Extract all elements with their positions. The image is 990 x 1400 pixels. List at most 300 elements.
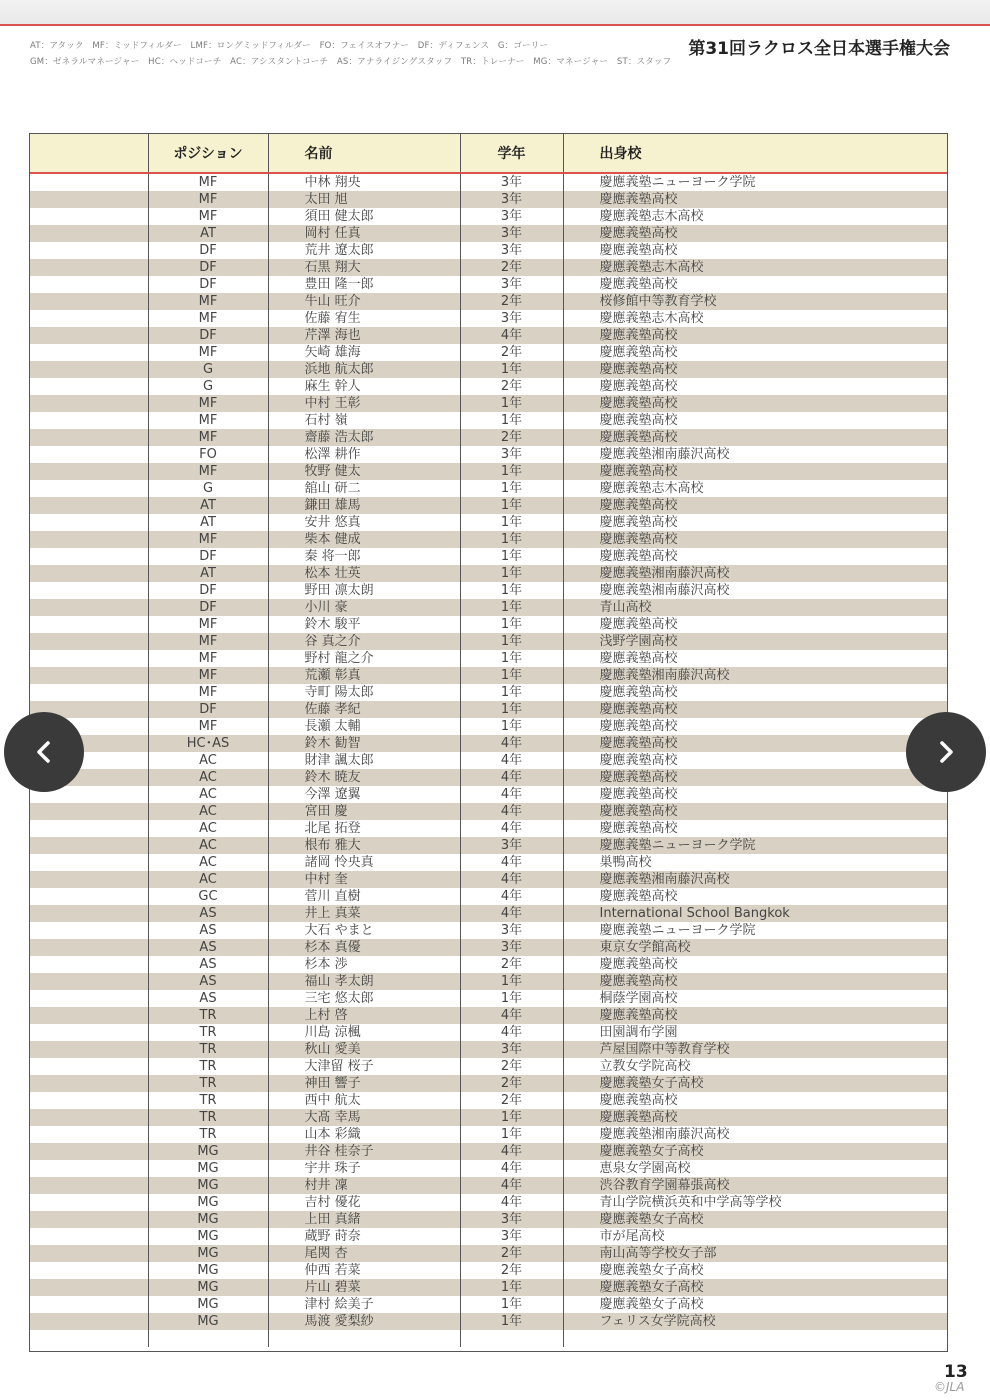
grade-cell: 3年 xyxy=(460,922,563,939)
position-cell: MF xyxy=(148,463,268,480)
row-blank-cell xyxy=(30,905,148,922)
grade-cell: 4年 xyxy=(460,1160,563,1177)
table-row xyxy=(30,378,947,395)
position-cell: G xyxy=(148,378,268,395)
position-cell: TR xyxy=(148,1007,268,1024)
table-row xyxy=(30,1024,947,1041)
row-blank-cell xyxy=(30,1041,148,1058)
table-row xyxy=(30,735,947,752)
row-blank-cell xyxy=(30,429,148,446)
position-cell: MF xyxy=(148,429,268,446)
school-cell: 慶應義塾高校 xyxy=(563,769,947,786)
grade-cell: 3年 xyxy=(460,310,563,327)
position-cell: TR xyxy=(148,1092,268,1109)
grade-cell: 1年 xyxy=(460,514,563,531)
next-page-button[interactable] xyxy=(906,712,986,792)
grade-cell: 1年 xyxy=(460,565,563,582)
grade-cell: 1年 xyxy=(460,718,563,735)
table-row xyxy=(30,1126,947,1143)
name-cell: 吉村 優花 xyxy=(268,1194,460,1211)
school-cell: 巣鴨高校 xyxy=(563,854,947,871)
position-cell: MF xyxy=(148,650,268,667)
filler-cell xyxy=(563,1330,947,1347)
grade-cell: 1年 xyxy=(460,973,563,990)
name-cell: 谷 真之介 xyxy=(268,633,460,650)
table-row xyxy=(30,650,947,667)
grade-cell: 4年 xyxy=(460,820,563,837)
table-row xyxy=(30,956,947,973)
table-row xyxy=(30,293,947,310)
position-cell: AS xyxy=(148,905,268,922)
row-blank-cell xyxy=(30,650,148,667)
row-blank-cell xyxy=(30,1143,148,1160)
table-row xyxy=(30,752,947,769)
table-row xyxy=(30,1228,947,1245)
school-cell: 慶應義塾女子高校 xyxy=(563,1143,947,1160)
grade-cell: 1年 xyxy=(460,531,563,548)
position-cell: TR xyxy=(148,1109,268,1126)
school-cell: 慶應義塾高校 xyxy=(563,973,947,990)
position-cell: MG xyxy=(148,1262,268,1279)
position-cell: MF xyxy=(148,684,268,701)
name-cell: 須田 健太郎 xyxy=(268,208,460,225)
school-cell: 慶應義塾湘南藤沢高校 xyxy=(563,565,947,582)
school-cell: 慶應義塾ニューヨーク学院 xyxy=(563,173,947,191)
school-cell: 桐蔭学園高校 xyxy=(563,990,947,1007)
position-cell: MG xyxy=(148,1279,268,1296)
position-cell: DF xyxy=(148,259,268,276)
row-blank-cell xyxy=(30,1092,148,1109)
grade-cell: 2年 xyxy=(460,956,563,973)
row-blank-cell xyxy=(30,888,148,905)
row-blank-cell xyxy=(30,1296,148,1313)
grade-cell: 4年 xyxy=(460,1177,563,1194)
table-row xyxy=(30,463,947,480)
header-grade: 学年 xyxy=(460,134,563,173)
school-cell: 恵泉女学園高校 xyxy=(563,1160,947,1177)
name-cell: 石黒 翔大 xyxy=(268,259,460,276)
position-cell: AT xyxy=(148,497,268,514)
name-cell: 鈴木 駿平 xyxy=(268,616,460,633)
school-cell: 慶應義塾高校 xyxy=(563,650,947,667)
grade-cell: 4年 xyxy=(460,786,563,803)
school-cell: 慶應義塾高校 xyxy=(563,276,947,293)
name-cell: 杉本 真優 xyxy=(268,939,460,956)
grade-cell: 4年 xyxy=(460,888,563,905)
name-cell: 秋山 愛美 xyxy=(268,1041,460,1058)
position-cell: AC xyxy=(148,803,268,820)
table-row xyxy=(30,837,947,854)
row-blank-cell xyxy=(30,480,148,497)
name-cell: 鈴木 勧智 xyxy=(268,735,460,752)
name-cell: 齋藤 浩太郎 xyxy=(268,429,460,446)
school-cell: 慶應義塾高校 xyxy=(563,786,947,803)
table-row xyxy=(30,208,947,225)
school-cell: 慶應義塾高校 xyxy=(563,735,947,752)
table-row xyxy=(30,429,947,446)
name-cell: 村井 凜 xyxy=(268,1177,460,1194)
row-blank-cell xyxy=(30,497,148,514)
row-blank-cell xyxy=(30,1177,148,1194)
table-row xyxy=(30,769,947,786)
roster-table xyxy=(30,134,947,1347)
table-row xyxy=(30,344,947,361)
table-row xyxy=(30,310,947,327)
school-cell: 慶應義塾高校 xyxy=(563,888,947,905)
position-cell: DF xyxy=(148,701,268,718)
position-cell: MF xyxy=(148,173,268,191)
school-cell: 慶應義塾高校 xyxy=(563,225,947,242)
row-blank-cell xyxy=(30,1126,148,1143)
row-blank-cell xyxy=(30,344,148,361)
grade-cell: 3年 xyxy=(460,837,563,854)
position-cell: MF xyxy=(148,344,268,361)
name-cell: 杉本 渉 xyxy=(268,956,460,973)
position-cell: MF xyxy=(148,667,268,684)
school-cell: 立教女学院高校 xyxy=(563,1058,947,1075)
table-row xyxy=(30,1160,947,1177)
school-cell: 田園調布学園 xyxy=(563,1024,947,1041)
row-blank-cell xyxy=(30,854,148,871)
filler-cell xyxy=(460,1330,563,1347)
row-blank-cell xyxy=(30,1007,148,1024)
position-cell: MF xyxy=(148,412,268,429)
name-cell: 小川 豪 xyxy=(268,599,460,616)
table-row xyxy=(30,786,947,803)
table-row xyxy=(30,327,947,344)
school-cell: 慶應義塾高校 xyxy=(563,956,947,973)
name-cell: 石村 嶺 xyxy=(268,412,460,429)
position-cell: MG xyxy=(148,1143,268,1160)
school-cell: 慶應義塾高校 xyxy=(563,463,947,480)
position-cell: TR xyxy=(148,1126,268,1143)
name-cell: 大石 やまと xyxy=(268,922,460,939)
grade-cell: 4年 xyxy=(460,769,563,786)
table-row xyxy=(30,1143,947,1160)
name-cell: 上村 啓 xyxy=(268,1007,460,1024)
school-cell: 慶應義塾高校 xyxy=(563,412,947,429)
school-cell: 慶應義塾高校 xyxy=(563,684,947,701)
grade-cell: 1年 xyxy=(460,990,563,1007)
grade-cell: 1年 xyxy=(460,1126,563,1143)
header-position: ポジション xyxy=(148,134,268,173)
table-row xyxy=(30,242,947,259)
school-cell: 慶應義塾高校 xyxy=(563,1007,947,1024)
name-cell: 浜地 航太郎 xyxy=(268,361,460,378)
name-cell: 川島 涼楓 xyxy=(268,1024,460,1041)
grade-cell: 1年 xyxy=(460,497,563,514)
grade-cell: 2年 xyxy=(460,1245,563,1262)
row-blank-cell xyxy=(30,1024,148,1041)
page-number: 13 xyxy=(944,1362,968,1382)
position-legend xyxy=(30,38,672,70)
position-cell: AC xyxy=(148,752,268,769)
position-cell: DF xyxy=(148,327,268,344)
grade-cell: 2年 xyxy=(460,1058,563,1075)
legend-line-1: AT：アタック MF：ミッドフィルダー LMF：ロングミッドフィルダー FO：フェイスオフナー DF：ディフェンス G：ゴーリー xyxy=(30,41,549,51)
table-row xyxy=(30,412,947,429)
grade-cell: 2年 xyxy=(460,259,563,276)
grade-cell: 3年 xyxy=(460,1228,563,1245)
header-blank xyxy=(30,134,148,173)
row-blank-cell xyxy=(30,310,148,327)
school-cell: 慶應義塾湘南藤沢高校 xyxy=(563,446,947,463)
name-cell: 井谷 桂奈子 xyxy=(268,1143,460,1160)
table-row xyxy=(30,1313,947,1330)
copyright-text: ©JLA xyxy=(934,1380,965,1394)
row-blank-cell xyxy=(30,259,148,276)
grade-cell: 4年 xyxy=(460,854,563,871)
row-blank-cell xyxy=(30,939,148,956)
position-cell: DF xyxy=(148,582,268,599)
name-cell: 佐藤 孝紀 xyxy=(268,701,460,718)
position-cell: MG xyxy=(148,1160,268,1177)
row-blank-cell xyxy=(30,361,148,378)
grade-cell: 3年 xyxy=(460,276,563,293)
table-row xyxy=(30,990,947,1007)
school-cell: 浅野学園高校 xyxy=(563,633,947,650)
chevron-left-icon xyxy=(29,737,59,767)
row-blank-cell xyxy=(30,922,148,939)
school-cell: 慶應義塾女子高校 xyxy=(563,1296,947,1313)
name-cell: 太田 旭 xyxy=(268,191,460,208)
school-cell: 南山高等学校女子部 xyxy=(563,1245,947,1262)
grade-cell: 1年 xyxy=(460,667,563,684)
row-blank-cell xyxy=(30,1058,148,1075)
school-cell: 慶應義塾高校 xyxy=(563,429,947,446)
school-cell: 慶應義塾高校 xyxy=(563,378,947,395)
table-row xyxy=(30,1075,947,1092)
table-row xyxy=(30,854,947,871)
position-cell: TR xyxy=(148,1024,268,1041)
table-row xyxy=(30,395,947,412)
grade-cell: 2年 xyxy=(460,429,563,446)
table-row xyxy=(30,1092,947,1109)
previous-page-button[interactable] xyxy=(4,712,84,792)
name-cell: 柴本 健成 xyxy=(268,531,460,548)
school-cell: 慶應義塾高校 xyxy=(563,752,947,769)
table-row xyxy=(30,1007,947,1024)
table-header-row xyxy=(30,134,947,173)
name-cell: 寺町 陽太郎 xyxy=(268,684,460,701)
grade-cell: 1年 xyxy=(460,412,563,429)
row-blank-cell xyxy=(30,1109,148,1126)
grade-cell: 2年 xyxy=(460,378,563,395)
grade-cell: 1年 xyxy=(460,684,563,701)
table-row xyxy=(30,361,947,378)
school-cell: 慶應義塾湘南藤沢高校 xyxy=(563,871,947,888)
grade-cell: 1年 xyxy=(460,1109,563,1126)
filler-cell xyxy=(268,1330,460,1347)
table-row xyxy=(30,1211,947,1228)
grade-cell: 2年 xyxy=(460,293,563,310)
position-cell: MG xyxy=(148,1245,268,1262)
name-cell: 北尾 拓登 xyxy=(268,820,460,837)
position-cell: HC･AS xyxy=(148,735,268,752)
name-cell: 中林 翔央 xyxy=(268,173,460,191)
name-cell: 荒瀬 彰真 xyxy=(268,667,460,684)
position-cell: AC xyxy=(148,769,268,786)
position-cell: TR xyxy=(148,1075,268,1092)
position-cell: MF xyxy=(148,531,268,548)
table-row xyxy=(30,599,947,616)
school-cell: 慶應義塾高校 xyxy=(563,191,947,208)
row-blank-cell xyxy=(30,599,148,616)
school-cell: 慶應義塾高校 xyxy=(563,701,947,718)
name-cell: 諸岡 怜央真 xyxy=(268,854,460,871)
name-cell: 根布 雅大 xyxy=(268,837,460,854)
grade-cell: 4年 xyxy=(460,1024,563,1041)
school-cell: 慶應義塾女子高校 xyxy=(563,1211,947,1228)
table-row xyxy=(30,905,947,922)
school-cell: 慶應義塾高校 xyxy=(563,718,947,735)
position-cell: AC xyxy=(148,820,268,837)
grade-cell: 4年 xyxy=(460,803,563,820)
grade-cell: 1年 xyxy=(460,1313,563,1330)
school-cell: 青山高校 xyxy=(563,599,947,616)
school-cell: 慶應義塾高校 xyxy=(563,514,947,531)
grade-cell: 2年 xyxy=(460,1075,563,1092)
header-school: 出身校 xyxy=(563,134,947,173)
table-row xyxy=(30,922,947,939)
table-row xyxy=(30,1245,947,1262)
name-cell: 荒井 遼太郎 xyxy=(268,242,460,259)
row-blank-cell xyxy=(30,395,148,412)
school-cell: 慶應義塾高校 xyxy=(563,327,947,344)
grade-cell: 1年 xyxy=(460,1279,563,1296)
grade-cell: 4年 xyxy=(460,1143,563,1160)
school-cell: 慶應義塾湘南藤沢高校 xyxy=(563,667,947,684)
school-cell: 青山学院横浜英和中学高等学校 xyxy=(563,1194,947,1211)
table-row xyxy=(30,497,947,514)
row-blank-cell xyxy=(30,514,148,531)
name-cell: 芹澤 海也 xyxy=(268,327,460,344)
row-blank-cell xyxy=(30,531,148,548)
table-row xyxy=(30,939,947,956)
name-cell: 麻生 幹人 xyxy=(268,378,460,395)
name-cell: 菅川 直樹 xyxy=(268,888,460,905)
table-row xyxy=(30,718,947,735)
chevron-right-icon xyxy=(931,737,961,767)
name-cell: 松澤 耕作 xyxy=(268,446,460,463)
school-cell: 慶應義塾ニューヨーク学院 xyxy=(563,922,947,939)
position-cell: AS xyxy=(148,939,268,956)
row-blank-cell xyxy=(30,378,148,395)
school-cell: 慶應義塾湘南藤沢高校 xyxy=(563,1126,947,1143)
position-cell: DF xyxy=(148,242,268,259)
row-blank-cell xyxy=(30,1228,148,1245)
row-blank-cell xyxy=(30,820,148,837)
school-cell: 渋谷教育学園幕張高校 xyxy=(563,1177,947,1194)
roster-table-container xyxy=(29,133,948,1352)
position-cell: AS xyxy=(148,922,268,939)
name-cell: 大髙 幸馬 xyxy=(268,1109,460,1126)
grade-cell: 1年 xyxy=(460,616,563,633)
name-cell: 三宅 悠太郎 xyxy=(268,990,460,1007)
school-cell: 慶應義塾女子高校 xyxy=(563,1075,947,1092)
name-cell: 舘山 研二 xyxy=(268,480,460,497)
school-cell: 慶應義塾志木高校 xyxy=(563,208,947,225)
school-cell: 慶應義塾高校 xyxy=(563,803,947,820)
name-cell: 西中 航太 xyxy=(268,1092,460,1109)
grade-cell: 1年 xyxy=(460,650,563,667)
position-cell: MF xyxy=(148,310,268,327)
name-cell: 松本 壮英 xyxy=(268,565,460,582)
table-row xyxy=(30,514,947,531)
position-cell: AC xyxy=(148,786,268,803)
position-cell: FO xyxy=(148,446,268,463)
row-blank-cell xyxy=(30,633,148,650)
name-cell: 井上 真菜 xyxy=(268,905,460,922)
table-row xyxy=(30,446,947,463)
table-row xyxy=(30,1194,947,1211)
grade-cell: 3年 xyxy=(460,1041,563,1058)
row-blank-cell xyxy=(30,225,148,242)
position-cell: DF xyxy=(148,276,268,293)
school-cell: 東京女学館高校 xyxy=(563,939,947,956)
row-blank-cell xyxy=(30,463,148,480)
row-blank-cell xyxy=(30,565,148,582)
row-blank-cell xyxy=(30,1262,148,1279)
row-blank-cell xyxy=(30,1211,148,1228)
table-row xyxy=(30,531,947,548)
row-blank-cell xyxy=(30,990,148,1007)
name-cell: 牧野 健太 xyxy=(268,463,460,480)
position-cell: AS xyxy=(148,990,268,1007)
row-blank-cell xyxy=(30,803,148,820)
position-cell: MG xyxy=(148,1228,268,1245)
grade-cell: 3年 xyxy=(460,225,563,242)
position-cell: GC xyxy=(148,888,268,905)
event-title: 第31回ラクロス全日本選手権大会 xyxy=(688,39,950,59)
row-blank-cell xyxy=(30,1075,148,1092)
row-blank-cell xyxy=(30,1279,148,1296)
school-cell: 慶應義塾高校 xyxy=(563,395,947,412)
school-cell: 桜修館中等教育学校 xyxy=(563,293,947,310)
row-blank-cell xyxy=(30,871,148,888)
table-row xyxy=(30,820,947,837)
table-row xyxy=(30,173,947,191)
row-blank-cell xyxy=(30,191,148,208)
position-cell: AC xyxy=(148,871,268,888)
school-cell: 慶應義塾高校 xyxy=(563,344,947,361)
grade-cell: 1年 xyxy=(460,701,563,718)
name-cell: 上田 真緒 xyxy=(268,1211,460,1228)
grade-cell: 4年 xyxy=(460,327,563,344)
position-cell: TR xyxy=(148,1041,268,1058)
name-cell: 岡村 任真 xyxy=(268,225,460,242)
position-cell: MF xyxy=(148,395,268,412)
row-blank-cell xyxy=(30,667,148,684)
row-blank-cell xyxy=(30,446,148,463)
table-row xyxy=(30,684,947,701)
name-cell: 財津 諷太郎 xyxy=(268,752,460,769)
table-row xyxy=(30,667,947,684)
table-row xyxy=(30,1296,947,1313)
position-cell: AC xyxy=(148,854,268,871)
grade-cell: 3年 xyxy=(460,939,563,956)
school-cell: 慶應義塾高校 xyxy=(563,548,947,565)
grade-cell: 3年 xyxy=(460,242,563,259)
position-cell: MG xyxy=(148,1194,268,1211)
school-cell: 慶應義塾高校 xyxy=(563,616,947,633)
name-cell: 矢崎 雄海 xyxy=(268,344,460,361)
grade-cell: 3年 xyxy=(460,208,563,225)
table-row xyxy=(30,1279,947,1296)
school-cell: 慶應義塾高校 xyxy=(563,361,947,378)
table-row xyxy=(30,1262,947,1279)
name-cell: 中村 王彰 xyxy=(268,395,460,412)
